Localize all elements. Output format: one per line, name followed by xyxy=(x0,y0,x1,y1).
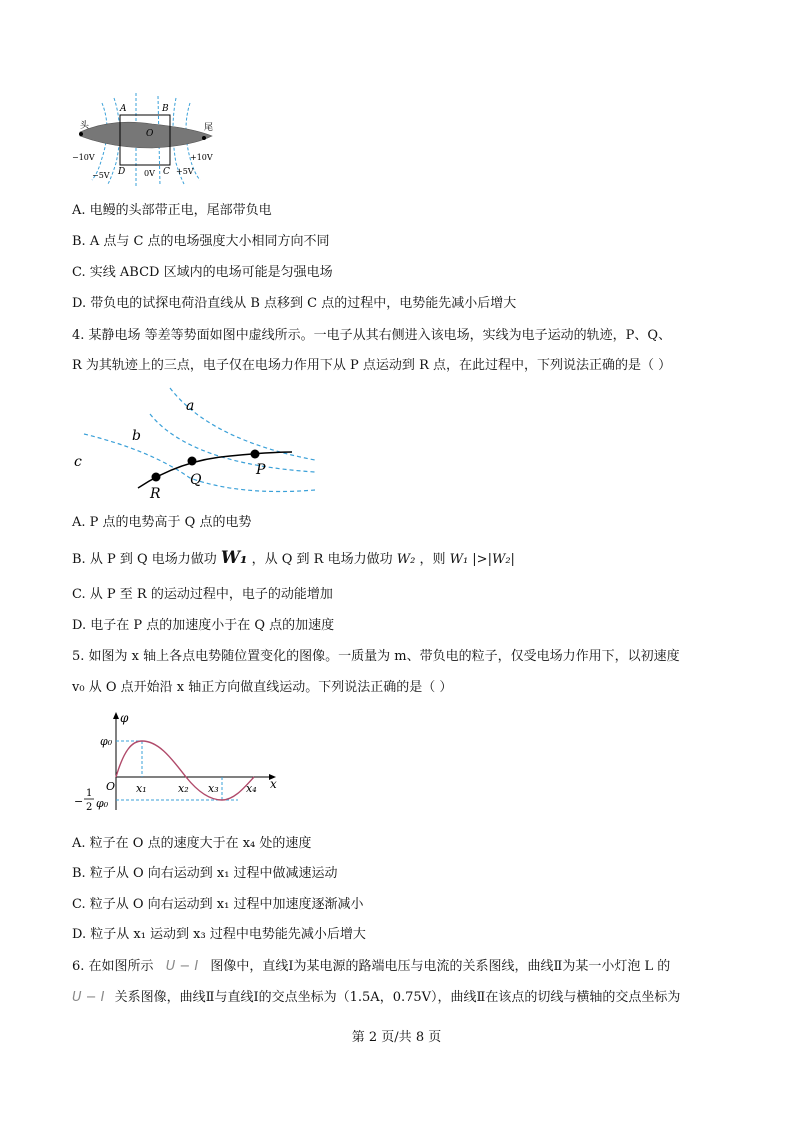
q6-stem-line1 xyxy=(72,958,670,976)
potential-m5: −5V xyxy=(92,171,110,180)
point-o-label: O xyxy=(146,129,154,139)
eel-field-figure xyxy=(72,88,232,188)
w-compare: W₁ |>|W₂| xyxy=(449,552,515,567)
phi0-label: φ₀ xyxy=(100,735,113,748)
page-footer: 第 2 页/共 8 页 xyxy=(351,1030,442,1045)
q6-stem1-part1: 6. 在如图所示 xyxy=(72,959,154,974)
w1-symbol: W₁ xyxy=(220,548,248,568)
q5-option-c: C. 粒子从 O 向右运动到 x₁ 过程中加速度逐渐减小 xyxy=(72,897,364,912)
point-p-label: P xyxy=(256,462,266,478)
q3-option-c: C. 实线 ABCD 区域内的电场可能是匀强电场 xyxy=(72,265,333,280)
q5-option-a: A. 粒子在 O 点的速度大于在 x₄ 处的速度 xyxy=(72,836,312,851)
q6-stem-line2 xyxy=(72,989,680,1007)
potential-graph xyxy=(74,710,294,820)
q6-stem2-part2: 关系图像，曲线Ⅱ与直线Ⅰ的交点坐标为（1.5A，0.75V），曲线Ⅱ在该点的切线与横轴的交点坐标为 xyxy=(114,990,681,1005)
q4-option-a: A. P 点的电势高于 Q 点的电势 xyxy=(72,515,252,530)
point-q-label: Q xyxy=(190,472,202,488)
potential-p5: +5V xyxy=(176,167,194,176)
half-denominator: 2 xyxy=(86,802,93,813)
q4-option-b-part1: B. 从 P 到 Q 电场力做功 xyxy=(72,552,217,567)
q3-option-a: A. 电鳗的头部带正电，尾部带负电 xyxy=(72,203,272,218)
potential-0: 0V xyxy=(144,169,155,178)
ui-formula-image: U − I xyxy=(165,959,199,974)
q4-stem-line2: R 为其轨迹上的三点，电子仅在电场力作用下从 P 点运动到 R 点，在此过程中，下列说法正确的是（ ） xyxy=(72,358,672,373)
potential-p10: +10V xyxy=(190,153,213,162)
tail-label: 尾 xyxy=(204,123,214,133)
phi0-neg-label: φ₀ xyxy=(96,797,109,810)
point-c-label: C xyxy=(163,167,170,177)
x4-label: x₄ xyxy=(246,782,257,795)
curve-c-label: c xyxy=(74,454,82,470)
origin-label: O xyxy=(106,780,116,793)
phi-axis-label: φ xyxy=(120,711,129,725)
point-a-label: A xyxy=(120,104,127,114)
q5-option-b: B. 粒子从 O 向右运动到 x₁ 过程中做减速运动 xyxy=(72,866,338,881)
q4-option-c: C. 从 P 至 R 的运动过程中，电子的动能增加 xyxy=(72,587,333,602)
q3-option-b: B. A 点与 C 点的电场强度大小相同方向不同 xyxy=(72,234,330,249)
q6-stem1-part2: 图像中，直线Ⅰ为某电源的路端电压与电流的关系图线，曲线Ⅱ为某一小灯泡 L 的 xyxy=(210,959,671,974)
x3-label: x₃ xyxy=(208,782,219,795)
x1-label: x₁ xyxy=(136,782,147,795)
point-r-label: R xyxy=(150,486,161,502)
q4-stem-line1: 4. 某静电场 等差等势面如图中虚线所示。一电子从其右侧进入该电场，实线为电子运动的轨迹，P、Q、 xyxy=(72,328,672,343)
q5-option-d: D. 粒子从 x₁ 运动到 x₃ 过程中电势能先减小后增大 xyxy=(72,927,366,942)
w2-symbol: W₂ xyxy=(396,552,416,567)
point-d-label: D xyxy=(118,167,126,177)
q3-option-d: D. 带负电的试探电荷沿直线从 B 点移到 C 点的过程中，电势能先减小后增大 xyxy=(72,296,517,311)
point-b-label: B xyxy=(162,104,169,114)
q4-option-d: D. 电子在 P 点的加速度小于在 Q 点的加速度 xyxy=(72,618,335,633)
half-numerator: 1 xyxy=(86,788,93,799)
q4-option-b-part2: ，从 Q 到 R 电场力做功 xyxy=(251,552,393,567)
potential-m10: −10V xyxy=(72,153,95,162)
curve-b-label: b xyxy=(132,428,141,444)
minus-sign: − xyxy=(74,795,84,808)
q4-option-b-part3: ，则 xyxy=(419,552,446,567)
x-axis-label: x xyxy=(270,777,277,791)
curve-a-label: a xyxy=(186,398,195,414)
q5-stem-line2: v₀ 从 O 点开始沿 x 轴正方向做直线运动。下列说法正确的是（ ） xyxy=(72,680,453,695)
q4-option-b xyxy=(72,549,515,569)
x2-label: x₂ xyxy=(178,782,189,795)
ui-formula-image-2: U − I xyxy=(72,990,105,1005)
head-label: 头 xyxy=(80,121,90,131)
equipotential-figure xyxy=(70,384,330,504)
q5-stem-line1: 5. 如图为 x 轴上各点电势随位置变化的图像。一质量为 m、带负电的粒子，仅受电场力作用下，以初速度 xyxy=(72,649,680,664)
